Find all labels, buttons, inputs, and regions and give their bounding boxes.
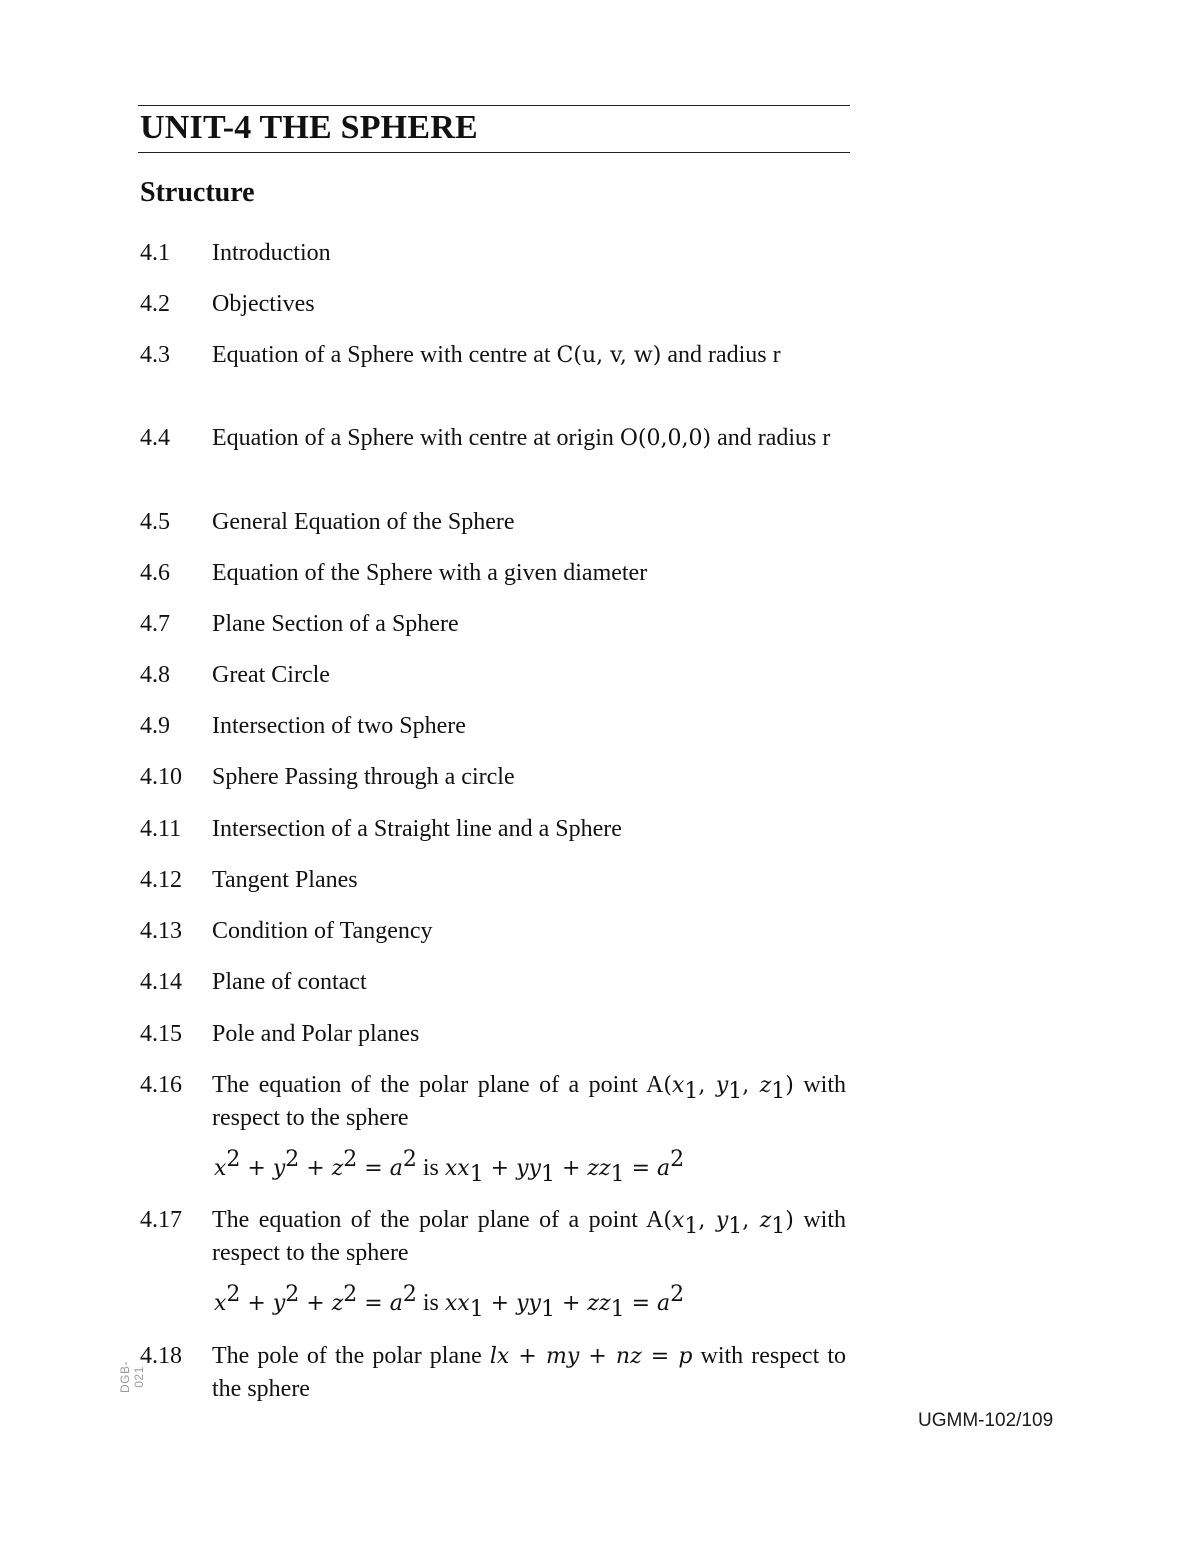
list-item-4-2: 4.2 Objectives xyxy=(140,291,315,317)
side-stamp: DGB-021 xyxy=(118,1361,146,1393)
list-item-4-6: 4.6 Equation of the Sphere with a given diameter xyxy=(140,560,648,586)
origin-coordinates: O(0,0,0) xyxy=(619,426,712,451)
list-item-4-17: 4.17 The equation of the polar plane of a point $A(x_1$, $y_1$, $z_1$) with respect to the sphere xyxy=(140,1207,846,1266)
list-item-4-7: 4.7 Plane Section of a Sphere xyxy=(140,611,459,637)
list-item-4-9: 4.9 Intersection of two Sphere xyxy=(140,713,466,739)
structure-heading: Structure xyxy=(140,177,255,208)
list-item-4-5: 4.5 General Equation of the Sphere xyxy=(140,509,515,535)
list-item-4-18: 4.18 The pole of the polar plane lx + my + nz = p with respect to the sphere xyxy=(140,1343,847,1402)
list-item-4-12: 4.12 Tangent Planes xyxy=(140,867,358,893)
list-item-4-15: 4.15 Pole and Polar planes xyxy=(140,1021,420,1047)
footer-code: UGMM-102/109 xyxy=(918,1410,1054,1431)
list-item-4-3: 4.3 Equation of a Sphere with centre at C(u, v, w) and radius r xyxy=(140,342,781,368)
list-item-4-10: 4.10 Sphere Passing through a circle xyxy=(140,764,515,790)
list-item-4-16: 4.16 The equation of the polar plane of a point $A(x_1$, $y_1$, $z_1$) with respect to the sphere xyxy=(140,1072,846,1131)
centre-coordinates: C(u, v, w) xyxy=(556,343,662,368)
list-item-4-4: 4.4 Equation of a Sphere with centre at origin O(0,0,0) and radius r xyxy=(140,425,831,451)
formula-4-17: $x^2 + y^2 + z^2 = a^2$ is $xx_1 + yy_1 + zz_1 = a^2$ xyxy=(214,1282,685,1322)
title-rule-top xyxy=(138,105,850,106)
list-item-4-1: 4.1 Introduction xyxy=(140,240,331,266)
list-item-4-14: 4.14 Plane of contact xyxy=(140,969,367,995)
formula-4-16: $x^2 + y^2 + z^2 = a^2$ is $xx_1 + yy_1 + zz_1 = a^2$ xyxy=(214,1147,685,1187)
unit-title: UNIT-4 THE SPHERE xyxy=(140,109,478,146)
list-item-4-11: 4.11 Intersection of a Straight line and a Sphere xyxy=(140,816,622,842)
list-item-4-8: 4.8 Great Circle xyxy=(140,662,330,688)
list-item-4-13: 4.13 Condition of Tangency xyxy=(140,918,433,944)
title-rule-bottom xyxy=(138,152,850,153)
